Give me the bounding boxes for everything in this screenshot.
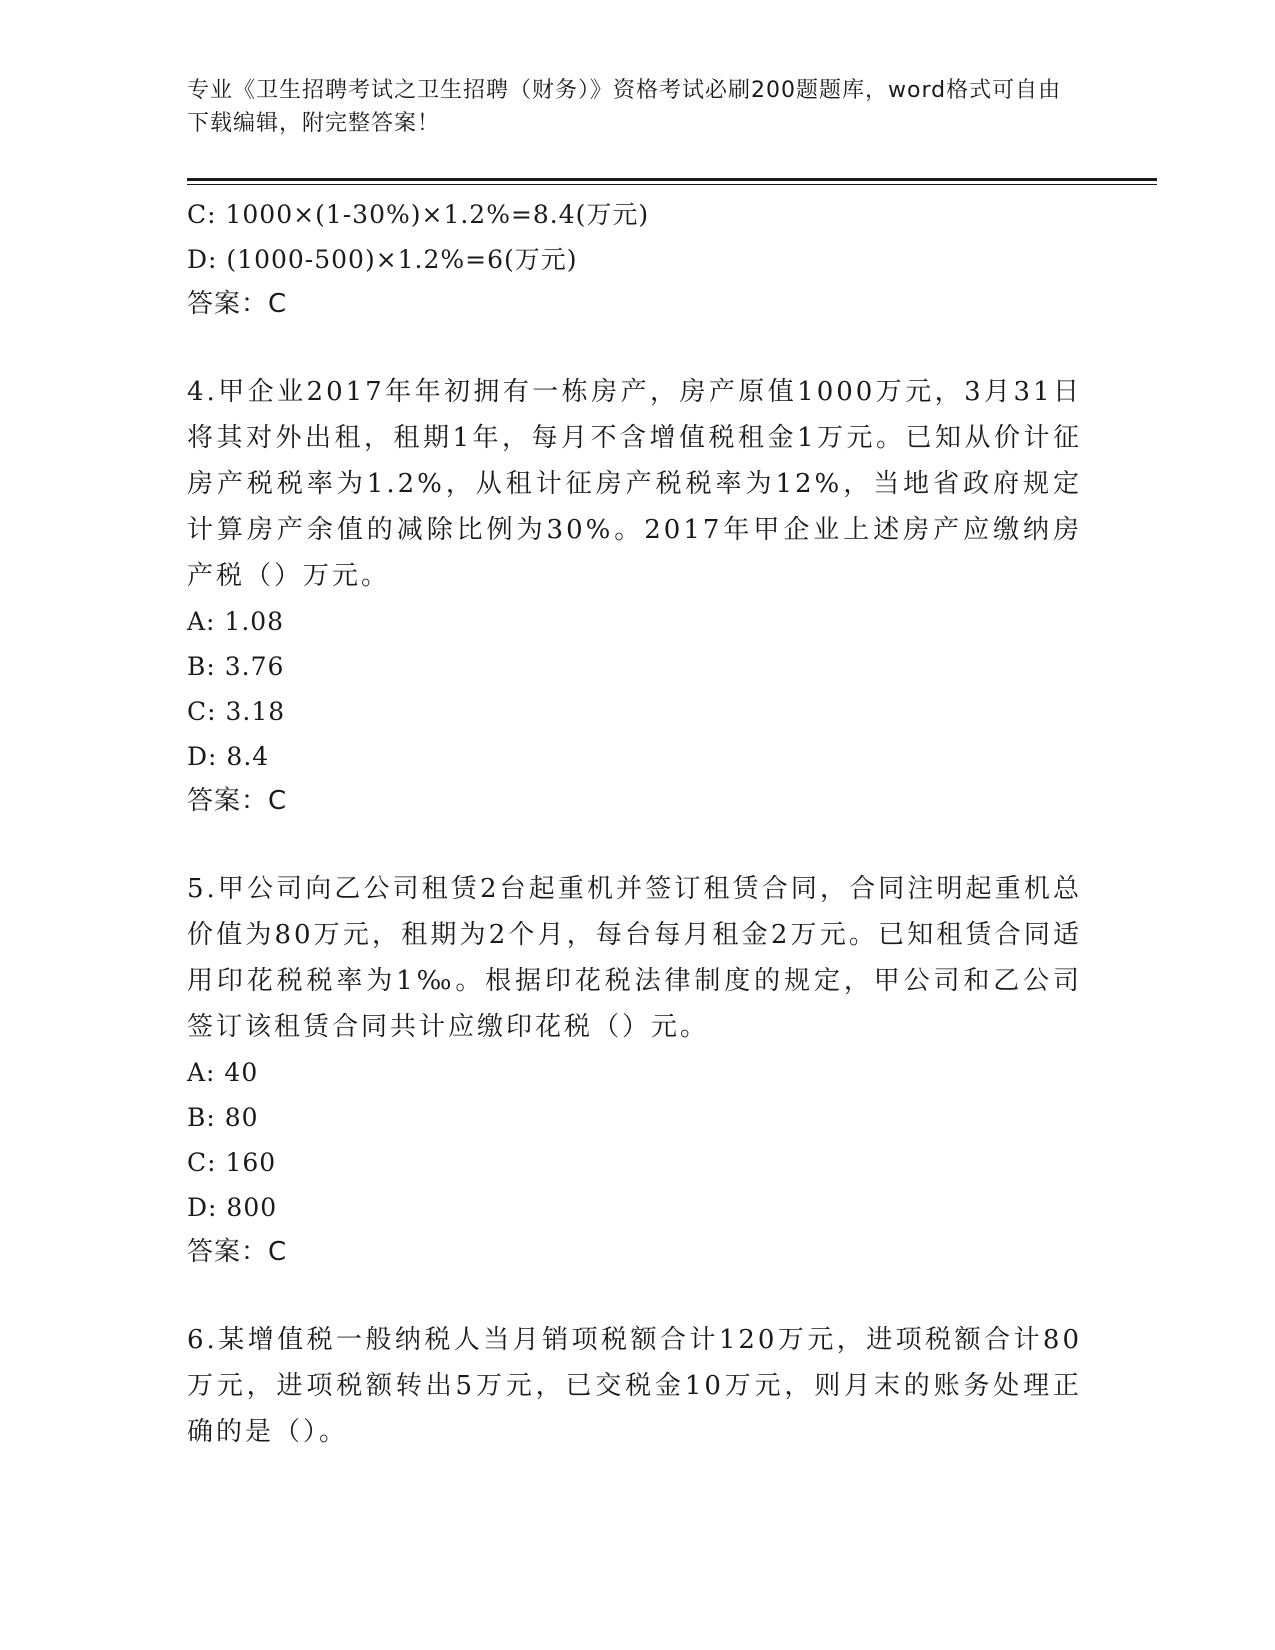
question-4 [187, 369, 1082, 824]
question-5 [187, 866, 1082, 1275]
question-stem: 6.某增值税一般纳税人当月销项税额合计120万元，进项税额合计80万元，进项税额转出5万元，已交税金10万元，则月末的账务处理正确的是（）。 [187, 1325, 1082, 1447]
prev-question [187, 192, 1082, 327]
option-b: B: 80 [187, 1103, 259, 1132]
option-c: C: 1000×(1-30%)×1.2%=8.4(万元) [187, 200, 650, 229]
answer-line: 答案：C [187, 786, 288, 816]
option-a: A: 1.08 [187, 607, 285, 636]
option-d: D: (1000-500)×1.2%=6(万元) [187, 245, 578, 274]
answer-line: 答案：C [187, 1237, 288, 1267]
option-c: C: 160 [187, 1148, 277, 1177]
option-a: A: 40 [187, 1058, 259, 1087]
option-d: D: 8.4 [187, 742, 270, 771]
question-content [187, 192, 1082, 1455]
option-b: B: 3.76 [187, 652, 285, 681]
option-d: D: 800 [187, 1193, 278, 1222]
question-stem: 5.甲公司向乙公司租赁2台起重机并签订租赁合同，合同注明起重机总价值为80万元，租期为2个月，每台每月租金2万元。已知租赁合同适用印花税税率为1‰。根据印花税法律制度的规定，甲公司和乙公司签订该租赁合同共计应缴印花税（）元。 [187, 874, 1082, 1042]
page-header: 专业《卫生招聘考试之卫生招聘（财务）》资格考试必刷200题题库，word格式可自由下载编辑，附完整答案！ [187, 78, 1062, 136]
header-divider-thick [187, 178, 1157, 181]
question-stem: 4.甲企业2017年年初拥有一栋房产，房产原值1000万元，3月31日将其对外出租，租期1年，每月不含增值税租金1万元。已知从价计征房产税税率为1.2%，从租计征房产税税率为12%，当地省政府规定计算房产余值的减除比例为30%。2017年甲企业上述房产应缴纳房产税（）万元。 [187, 377, 1082, 591]
option-c: C: 3.18 [187, 697, 286, 726]
header-divider-thin [187, 184, 1157, 185]
question-6 [187, 1317, 1082, 1455]
answer-line: 答案：C [187, 289, 288, 319]
